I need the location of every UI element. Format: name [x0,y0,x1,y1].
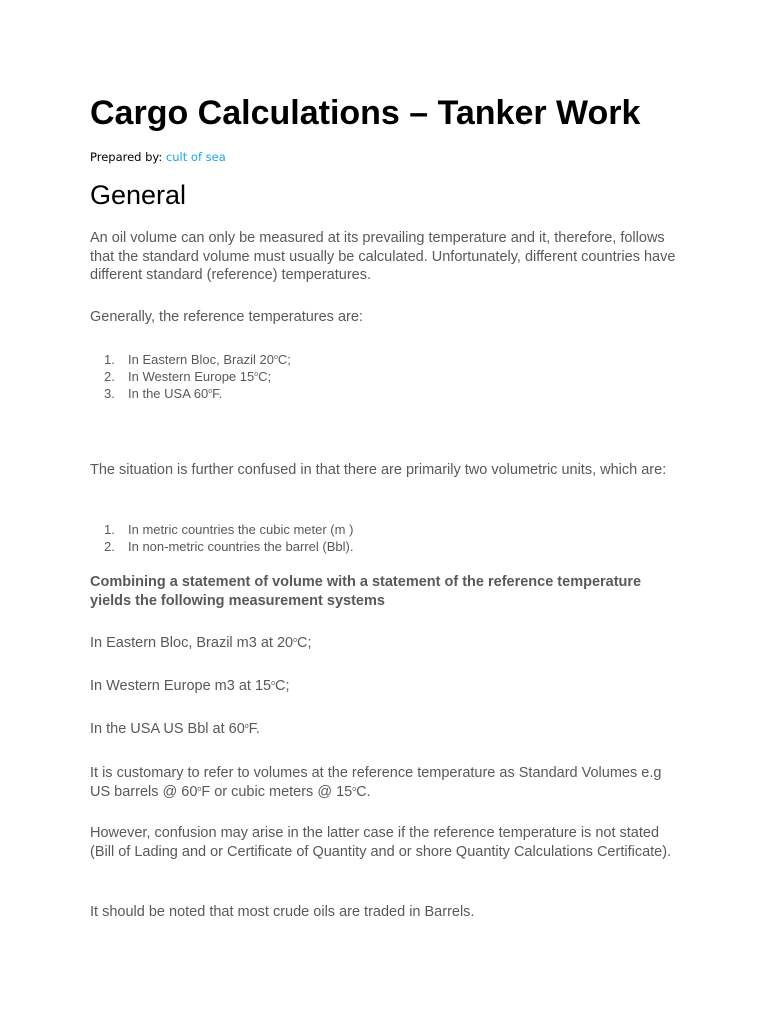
prepared-by-author-link[interactable]: cult of sea [165,150,226,164]
combining-statement-paragraph: Combining a statement of volume with a statement of the reference temperature yields the following measurement systems [90,574,642,609]
system-usa: In the USA US Bbl at 60$^o$F. [90,721,260,737]
list-item: 1. In Eastern Bloc, Brazil 20$^o$C; [104,352,291,367]
system-eastern-bloc: In Eastern Bloc, Brazil m3 at 20$^o$C; [90,635,312,651]
prepared-by-label: Prepared by: [90,150,163,164]
reference-temperature-list [90,351,291,402]
document-title: Cargo Calculations – Tanker Work [90,94,641,132]
list-item: 2. In Western Europe 15$^o$C; [104,369,272,384]
customary-paragraph: It is customary to refer to volumes at the reference temperature as Standard Volumes e.g US barrels @ 60$^o$F or cubic meters @ 15$^o$C. [90,765,662,800]
list-item: 3. In the USA 60$^o$F. [104,386,223,401]
list-item: 1. In metric countries the cubic meter (m ) [104,522,354,537]
system-western-europe: In Western Europe m3 at 15$^o$C; [90,678,290,694]
units-lead-paragraph: The situation is further confused in that there are primarily two volumetric units, which are: [90,462,667,478]
volumetric-units-list [90,521,353,555]
section-heading-general: General [90,180,187,210]
intro-paragraph: An oil volume can only be measured at its prevailing temperature and it, therefore, follows that the standard volume must usually be calculated. Unfortunately, different countries have different standard (reference) temperatures. [90,230,676,283]
list-item: 2. In non-metric countries the barrel (Bbl). [104,539,354,554]
barrels-note-paragraph: It should be noted that most crude oils are traded in Barrels. [90,904,475,920]
reference-lead-paragraph: Generally, the reference temperatures are: [90,309,363,325]
confusion-paragraph: However, confusion may arise in the latter case if the reference temperature is not stated (Bill of Lading and or Certificate of Quantity and or shore Quantity Calculations Certificate). [90,825,672,860]
prepared-by-line [90,149,226,165]
